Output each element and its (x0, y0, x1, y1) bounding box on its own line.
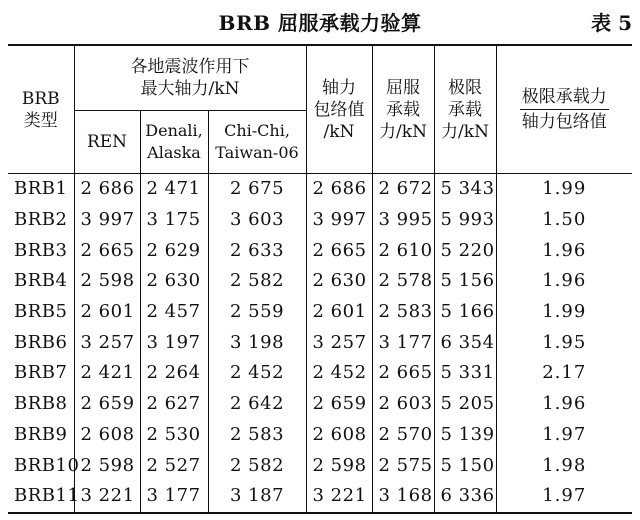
cell-ultimate: 5 993 (434, 205, 496, 236)
table-number: 表 5 (591, 11, 632, 35)
header-ratio-numerator: 极限承载力 (520, 85, 609, 110)
header-wave-denali-line2: Alaska (147, 143, 201, 162)
cell-ratio: 1.96 (496, 266, 632, 297)
cell-ren: 2 608 (74, 420, 140, 451)
cell-ren: 2 686 (74, 174, 140, 205)
cell-yield: 2 603 (372, 389, 434, 420)
cell-yield: 2 583 (372, 297, 434, 328)
table-row (8, 450, 632, 481)
cell-type: BRB2 (14, 209, 68, 231)
cell-denali: 3 175 (140, 205, 208, 236)
cell-yield: 2 665 (372, 358, 434, 389)
cell-envelope: 2 659 (306, 389, 372, 420)
header-envelope (306, 45, 372, 174)
header-type-line1: BRB (21, 88, 60, 109)
cell-chichi: 2 582 (208, 450, 306, 481)
table-body (8, 174, 632, 513)
cell-ratio: 2.17 (496, 358, 632, 389)
header-ratio (496, 45, 632, 174)
cell-chichi: 2 582 (208, 266, 306, 297)
table-row (8, 389, 632, 420)
cell-yield: 2 570 (372, 420, 434, 451)
header-wave-group-line2: 最大轴力/kN (140, 79, 240, 99)
table-row (8, 205, 632, 236)
header-envelope-line3: /kN (323, 121, 355, 142)
cell-ultimate: 5 150 (434, 450, 496, 481)
cell-denali: 2 627 (140, 389, 208, 420)
cell-denali: 2 530 (140, 420, 208, 451)
cell-denali: 3 197 (140, 327, 208, 358)
header-wave-group-line1: 各地震波作用下 (130, 57, 250, 77)
header-ultimate-line1: 极限 (448, 77, 482, 98)
header-wave-group (74, 45, 306, 111)
header-envelope-line2: 包络值 (313, 99, 365, 120)
cell-ren: 2 421 (74, 358, 140, 389)
header-wave-denali-line1: Denali, (145, 121, 203, 140)
cell-chichi: 2 559 (208, 297, 306, 328)
header-ultimate-line2: 承载 (448, 99, 482, 120)
cell-envelope: 2 608 (306, 420, 372, 451)
cell-ratio: 1.98 (496, 450, 632, 481)
cell-ren: 3 257 (74, 327, 140, 358)
cell-type: BRB6 (14, 331, 68, 353)
cell-yield: 2 578 (372, 266, 434, 297)
cell-yield: 2 610 (372, 235, 434, 266)
cell-envelope: 2 598 (306, 450, 372, 481)
cell-type: BRB3 (14, 239, 68, 261)
cell-envelope: 2 665 (306, 235, 372, 266)
cell-ratio: 1.97 (496, 420, 632, 451)
cell-ultimate: 5 156 (434, 266, 496, 297)
header-wave-chichi-line2: Taiwan-06 (215, 143, 299, 162)
cell-chichi: 2 642 (208, 389, 306, 420)
cell-ren: 2 601 (74, 297, 140, 328)
cell-yield: 2 672 (372, 174, 434, 205)
cell-envelope: 3 997 (306, 205, 372, 236)
cell-denali: 2 630 (140, 266, 208, 297)
cell-chichi: 3 198 (208, 327, 306, 358)
header-wave-chichi (208, 111, 306, 174)
header-yield-line1: 屈服 (386, 77, 420, 98)
cell-chichi: 3 187 (208, 481, 306, 513)
cell-denali: 3 177 (140, 481, 208, 513)
cell-ratio: 1.99 (496, 297, 632, 328)
cell-yield: 2 575 (372, 450, 434, 481)
header-ultimate (434, 45, 496, 174)
cell-type: BRB5 (14, 301, 68, 323)
header-yield-line3: 力/kN (379, 121, 427, 142)
cell-ren: 2 665 (74, 235, 140, 266)
cell-ultimate: 5 205 (434, 389, 496, 420)
header-type-line2: 类型 (23, 110, 58, 131)
cell-ratio: 1.99 (496, 174, 632, 205)
cell-ren: 2 598 (74, 266, 140, 297)
cell-ultimate: 5 331 (434, 358, 496, 389)
cell-envelope: 2 686 (306, 174, 372, 205)
header-envelope-line1: 轴力 (322, 77, 356, 98)
table-caption (8, 6, 632, 40)
table-row (8, 420, 632, 451)
cell-chichi: 3 603 (208, 205, 306, 236)
cell-envelope: 2 630 (306, 266, 372, 297)
cell-chichi: 2 583 (208, 420, 306, 451)
cell-type: BRB1 (14, 178, 68, 200)
cell-type: BRB4 (14, 270, 68, 292)
table-row (8, 266, 632, 297)
cell-ratio: 1.50 (496, 205, 632, 236)
header-wave-ren-label: REN (86, 132, 128, 152)
header-wave-ren (74, 111, 140, 174)
cell-ratio: 1.96 (496, 235, 632, 266)
cell-ren: 2 598 (74, 450, 140, 481)
cell-ultimate: 6 336 (434, 481, 496, 513)
cell-type: BRB7 (14, 362, 68, 384)
table-row (8, 327, 632, 358)
cell-chichi: 2 675 (208, 174, 306, 205)
cell-ratio: 1.95 (496, 327, 632, 358)
table-row (8, 358, 632, 389)
header-ratio-denominator: 轴力包络值 (521, 112, 607, 132)
cell-chichi: 2 633 (208, 235, 306, 266)
cell-type: BRB8 (14, 393, 68, 415)
table-title: BRB 屈服承载力验算 (218, 11, 422, 35)
cell-envelope: 3 221 (306, 481, 372, 513)
cell-envelope: 2 452 (306, 358, 372, 389)
cell-type: BRB9 (14, 423, 68, 445)
cell-type: BRB10 (14, 454, 80, 476)
table-row (8, 174, 632, 205)
cell-type: BRB11 (8, 481, 74, 513)
header-yield (372, 45, 434, 174)
cell-ultimate: 5 166 (434, 297, 496, 328)
header-wave-chichi-line1: Chi-Chi, (224, 121, 290, 140)
table-row (8, 235, 632, 266)
cell-envelope: 3 257 (306, 327, 372, 358)
header-row-top (8, 45, 632, 111)
cell-ren: 3 997 (74, 205, 140, 236)
cell-yield: 3 995 (372, 205, 434, 236)
cell-ultimate: 6 354 (434, 327, 496, 358)
header-yield-line2: 承载 (386, 99, 420, 120)
cell-ren: 3 221 (74, 481, 140, 513)
cell-denali: 2 629 (140, 235, 208, 266)
brb-capacity-table (8, 44, 632, 514)
cell-envelope: 2 601 (306, 297, 372, 328)
cell-ratio: 1.96 (496, 389, 632, 420)
cell-denali: 2 471 (140, 174, 208, 205)
cell-ratio: 1.97 (496, 481, 632, 513)
cell-ren: 2 659 (74, 389, 140, 420)
cell-ultimate: 5 343 (434, 174, 496, 205)
header-type (8, 45, 74, 174)
cell-denali: 2 264 (140, 358, 208, 389)
header-wave-denali (140, 111, 208, 174)
cell-denali: 2 527 (140, 450, 208, 481)
cell-yield: 3 177 (372, 327, 434, 358)
cell-yield: 3 168 (372, 481, 434, 513)
cell-ultimate: 5 220 (434, 235, 496, 266)
table-row (8, 481, 632, 513)
cell-chichi: 2 452 (208, 358, 306, 389)
cell-ultimate: 5 139 (434, 420, 496, 451)
header-ultimate-line3: 力/kN (441, 121, 489, 142)
cell-denali: 2 457 (140, 297, 208, 328)
table-row (8, 297, 632, 328)
